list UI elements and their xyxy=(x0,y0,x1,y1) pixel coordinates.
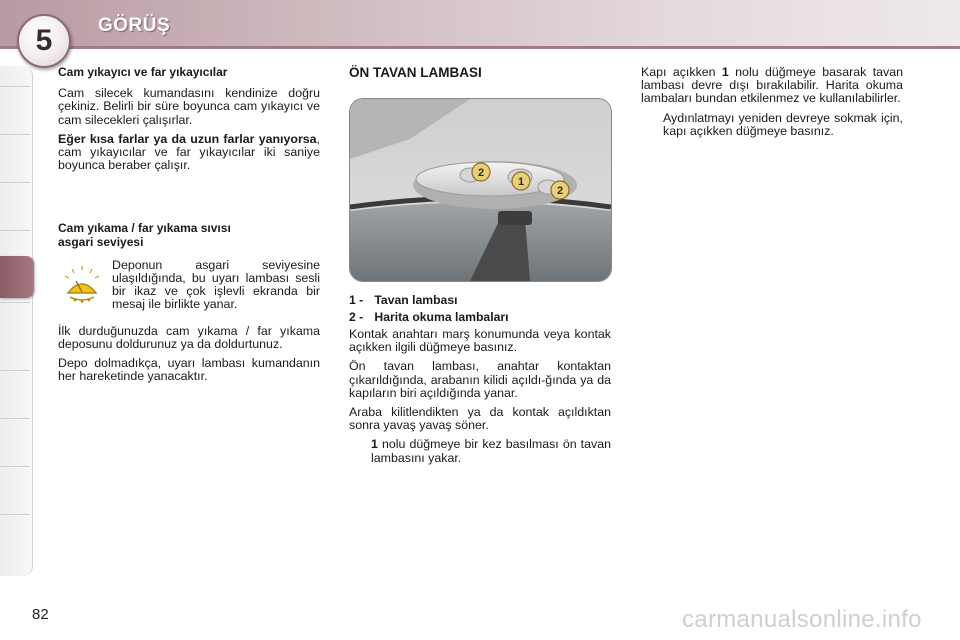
tab-divider xyxy=(0,86,30,87)
tab-divider xyxy=(0,514,30,515)
legend-item-2 xyxy=(349,310,611,324)
page-number: 82 xyxy=(32,606,49,623)
legend-number: 1 - xyxy=(349,293,364,307)
bullet-item xyxy=(349,438,611,464)
column-middle xyxy=(349,66,611,79)
tab-divider xyxy=(0,230,30,231)
column-left xyxy=(58,66,320,390)
tab-divider xyxy=(0,302,30,303)
legend-item-1 xyxy=(349,293,611,307)
watermark: carmanualsonline.info xyxy=(682,606,922,633)
chapter-title: GÖRÜŞ xyxy=(98,15,171,36)
ceiling-light-photo xyxy=(349,98,612,282)
section-heading xyxy=(58,222,320,248)
paragraph: Depo dolmadıkça, uyarı lambası kumandanın her hareketinde yanacaktır. xyxy=(58,356,320,384)
bullet-icon xyxy=(641,112,663,138)
chapter-badge xyxy=(17,14,71,68)
tab-divider xyxy=(0,134,30,135)
bullet-item xyxy=(641,112,903,138)
tab-divider xyxy=(0,370,30,371)
heading-line: asgari seviyesi xyxy=(58,234,144,249)
column-middle-body xyxy=(349,328,611,471)
heading-line: Cam yıkama / far yıkama sıvısı xyxy=(58,221,231,236)
bold-text: 1 xyxy=(371,437,378,452)
paragraph-text: nolu düğmeye basarak tavan lambası devre dışı bırakılabilir. Harita okuma lambaları bundan etkilenmez ve kullanılabilirler. xyxy=(641,65,904,106)
column-right xyxy=(641,66,903,144)
chapter-number: 5 xyxy=(35,24,53,57)
bullet-icon xyxy=(349,438,371,464)
warning-block xyxy=(58,259,320,319)
legend-label: Tavan lambası xyxy=(374,293,458,307)
section-title: ÖN TAVAN LAMBASI xyxy=(349,65,482,80)
photo-label: 1 xyxy=(517,176,525,188)
paragraph: Ön tavan lambası, anahtar kontaktan çıkarıldığında, arabanın kilidi açıldı-ğında ya da kapıların biri açıldığında yanar. xyxy=(349,359,611,400)
bullet-text: Aydınlatmayı yeniden devreye sokmak için, kapı açıkken düğmeye basınız. xyxy=(663,110,903,138)
bullet-text xyxy=(371,438,611,464)
section-heading: Cam yıkayıcı ve far yıkayıcılar xyxy=(58,65,228,79)
bullet-text-rest: nolu düğmeye bir kez basılması ön tavan lambasını yakar. xyxy=(371,437,611,465)
paragraph: Cam silecek kumandasını kendinize doğru çekiniz. Belirli bir süre boyunca cam yıkayıcı ve cam silecekleri çalışırlar. xyxy=(58,86,320,127)
paragraph: Kontak anahtarı marş konumunda veya kontak açıkken ilgili düğmeye basınız. xyxy=(349,327,611,355)
header-divider xyxy=(0,46,960,49)
warning-text: Deponun asgari seviyesine ulaşıldığında, bu uyarı lambası sesli bir ikaz ve çok işlevli ekranda bir mesaj ile birlikte yanar. xyxy=(112,257,320,312)
paragraph xyxy=(641,66,903,106)
tab-divider xyxy=(0,418,30,419)
photo-label: 2 xyxy=(556,185,564,197)
paragraph-text: , cam yıkayıcılar ve far yıkayıcılar iki saniye boyunca beraber çalışır. xyxy=(58,131,320,173)
active-chapter-tab[interactable] xyxy=(0,256,34,298)
tab-divider xyxy=(0,182,30,183)
legend-number: 2 - xyxy=(349,310,364,324)
chapter-tabs xyxy=(0,66,33,576)
photo-label: 2 xyxy=(477,167,485,179)
legend-label: Harita okuma lambaları xyxy=(374,310,509,324)
paragraph-text: Kapı açıkken xyxy=(641,65,722,79)
bold-text: Eğer kısa farlar ya da uzun farlar yanıyorsa xyxy=(58,131,317,146)
bold-text: 1 xyxy=(721,65,729,79)
paragraph: Araba kilitlendikten ya da kontak açıldıktan sonra yavaş yavaş söner. xyxy=(349,405,611,433)
paragraph xyxy=(58,133,320,173)
tab-divider xyxy=(0,466,30,467)
washer-fluid-warning-icon xyxy=(58,259,112,319)
paragraph: İlk durduğunuzda cam yıkama / far yıkama deposunu doldurunuz ya da doldurtunuz. xyxy=(58,323,320,352)
